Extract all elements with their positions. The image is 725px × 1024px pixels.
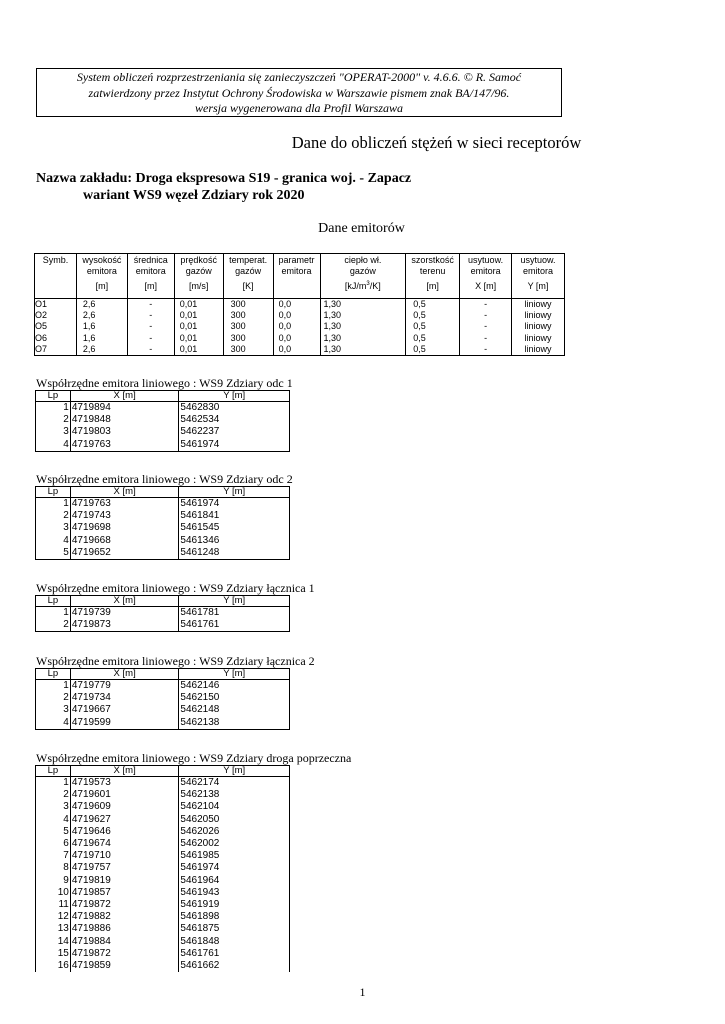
emitters-cell: 1,6 (76, 321, 127, 332)
emitters-cell: O2 (35, 310, 77, 321)
coordinate-row (36, 547, 290, 560)
coordinate-cell: 5461964 (179, 875, 290, 887)
emitters-unit-cell: [m] (76, 281, 127, 299)
emitters-col-header-line: emitora (281, 266, 312, 276)
coordinate-row (36, 960, 290, 972)
coordinate-cell: 2 (36, 510, 71, 522)
emitters-col-header (320, 254, 406, 282)
emitters-cell: 1,30 (320, 321, 406, 332)
coordinate-cell: 5462150 (179, 692, 290, 704)
coordinate-col-header: Lp (36, 766, 71, 777)
coordinate-header-row (36, 487, 290, 498)
emitters-cell: O7 (35, 344, 77, 356)
emitters-unit-cell: $[kJ/m^3/K]$ (320, 281, 406, 299)
coordinate-header-row (36, 766, 290, 777)
coordinate-cell: 5461974 (179, 862, 290, 874)
emitters-unit-cell: [m] (406, 281, 460, 299)
coordinate-cell: 4719779 (70, 680, 179, 693)
emitters-unit-cell: [m] (127, 281, 174, 299)
coordinate-header-row (36, 669, 290, 680)
coordinate-row (36, 535, 290, 547)
coordinate-cell: 2 (36, 414, 71, 426)
emitters-cell: 0,0 (273, 310, 320, 321)
coordinate-cell: 2 (36, 619, 71, 632)
coordinate-cell: 4719646 (70, 826, 179, 838)
coordinate-row (36, 704, 290, 716)
emitters-unit-cell: [m/s] (174, 281, 223, 299)
emitters-cell: 0,0 (273, 333, 320, 344)
coordinate-block (36, 376, 293, 452)
emitters-cell: 0,0 (273, 321, 320, 332)
emitters-cell: O6 (35, 333, 77, 344)
coordinate-cell: 10 (36, 887, 71, 899)
coordinate-col-header: Lp (36, 669, 71, 680)
emitters-cell: 0,01 (174, 344, 223, 356)
emitters-cell: 0,01 (174, 310, 223, 321)
emitters-col-header-line: wysokość (82, 255, 122, 265)
coordinate-col-header: X [m] (70, 391, 179, 402)
coordinate-table-title: Współrzędne emitora liniowego : WS9 Zdziary odc 2 (36, 472, 293, 486)
coordinate-cell: 5461346 (179, 535, 290, 547)
emitters-col-header (35, 254, 77, 282)
emitters-cell: O5 (35, 321, 77, 332)
coordinate-cell: 5462830 (179, 402, 290, 415)
emitters-cell: 300 (223, 321, 273, 332)
emitters-row (35, 344, 565, 356)
coordinate-cell: 1 (36, 607, 71, 620)
emitters-cell: liniowy (512, 321, 565, 332)
coordinate-col-header: Y [m] (179, 669, 290, 680)
emitters-unit-cell: Y [m] (512, 281, 565, 299)
coordinate-row (36, 607, 290, 620)
coordinate-row (36, 717, 290, 730)
coordinate-col-header: Lp (36, 487, 71, 498)
coordinate-cell: 4719872 (70, 948, 179, 960)
emitters-cell: 2,6 (76, 299, 127, 311)
coordinate-cell: 5461875 (179, 923, 290, 935)
coordinate-table (35, 390, 290, 452)
coordinate-row (36, 680, 290, 693)
coordinate-block (36, 751, 351, 972)
coordinate-cell: 13 (36, 923, 71, 935)
coordinate-block (36, 472, 293, 560)
emitters-cell: 1,30 (320, 344, 406, 356)
coordinate-cell: 5461848 (179, 936, 290, 948)
emitters-cell: O1 (35, 299, 77, 311)
coordinate-col-header: Y [m] (179, 766, 290, 777)
coordinate-cell: 5462138 (179, 717, 290, 730)
emitters-col-header-line: terenu (419, 266, 446, 276)
coordinate-col-header: X [m] (70, 596, 179, 607)
emitters-cell: - (127, 333, 174, 344)
coordinate-row (36, 789, 290, 801)
coordinate-row (36, 426, 290, 438)
coordinate-col-header: X [m] (70, 669, 179, 680)
coordinate-row (36, 826, 290, 838)
emitters-cell: 1,6 (76, 333, 127, 344)
coordinate-cell: 4719894 (70, 402, 179, 415)
unit-superscript: 3 (366, 281, 370, 287)
coordinate-cell: 4719859 (70, 960, 179, 972)
emitters-col-header (406, 254, 460, 282)
emitters-units-row (35, 281, 565, 299)
coordinate-cell: 3 (36, 704, 71, 716)
coordinate-row (36, 619, 290, 632)
coordinate-table-title: Współrzędne emitora liniowego : WS9 Zdziary odc 1 (36, 376, 293, 390)
page-number-wrap (0, 985, 725, 1000)
coordinate-cell: 1 (36, 498, 71, 511)
emitters-col-header-line: gazów (185, 266, 212, 276)
emitters-cell: liniowy (512, 344, 565, 356)
coordinate-cell: 6 (36, 838, 71, 850)
emitters-unit-cell (35, 281, 77, 299)
emitters-row (35, 333, 565, 344)
coordinate-cell: 5462104 (179, 801, 290, 813)
coordinate-cell: 4719884 (70, 936, 179, 948)
emitters-cell: liniowy (512, 310, 565, 321)
coordinate-cell: 5462026 (179, 826, 290, 838)
emitters-cell: liniowy (512, 299, 565, 311)
coordinate-cell: 2 (36, 789, 71, 801)
coordinate-cell: 5 (36, 547, 71, 560)
coordinate-col-header: Y [m] (179, 596, 290, 607)
emitters-cell: 2,6 (76, 310, 127, 321)
coordinate-cell: 4719857 (70, 887, 179, 899)
coordinate-cell: 4719667 (70, 704, 179, 716)
coordinate-cell: 5461974 (179, 439, 290, 452)
page-number: 1 (359, 985, 366, 999)
emitters-cell: - (127, 321, 174, 332)
coordinate-cell: 5461898 (179, 911, 290, 923)
emitters-cell: 1,30 (320, 310, 406, 321)
coordinate-col-header: Lp (36, 596, 71, 607)
coordinate-cell: 4719757 (70, 862, 179, 874)
emitters-col-header-line: Symb. (42, 255, 69, 265)
coordinate-block (36, 581, 315, 632)
emitters-col-header-line: emitora (135, 266, 166, 276)
emitters-col-header-line: usytuow. (468, 255, 504, 265)
header-line-3: wersja wygenerowana dla Profil Warszawa (194, 101, 403, 115)
emitters-col-header (76, 254, 127, 282)
coordinate-cell: 12 (36, 911, 71, 923)
coordinate-header-row (36, 596, 290, 607)
emitters-col-header (273, 254, 320, 282)
coordinate-cell: 5462146 (179, 680, 290, 693)
coordinate-block (36, 654, 315, 730)
coordinate-cell: 3 (36, 426, 71, 438)
coordinate-row (36, 777, 290, 790)
emitters-col-header-line: gazów (349, 266, 376, 276)
emitters-col-header-line: emitora (523, 266, 554, 276)
coordinate-table (35, 595, 290, 632)
coordinate-cell: 5461943 (179, 887, 290, 899)
coordinate-cell: 4 (36, 535, 71, 547)
emitters-col-header-line: parametr (278, 255, 315, 265)
emitters-row (35, 310, 565, 321)
coordinate-cell: 14 (36, 936, 71, 948)
emitters-cell: 0,0 (273, 344, 320, 356)
emitters-cell: 1,30 (320, 333, 406, 344)
coordinate-table (35, 668, 290, 730)
emitters-unit-cell (273, 281, 320, 299)
emitters-col-header (223, 254, 273, 282)
emitters-title: Dane emitorów (318, 221, 405, 236)
coordinate-row (36, 899, 290, 911)
coordinate-cell: 4 (36, 814, 71, 826)
emitters-cell: - (127, 299, 174, 311)
emitters-cell: 0,5 (406, 321, 460, 332)
coordinate-cell: 15 (36, 948, 71, 960)
software-header-box (36, 68, 562, 117)
coordinate-cell: 4719609 (70, 801, 179, 813)
coordinate-cell: 5462534 (179, 414, 290, 426)
emitters-cell: 0,5 (406, 344, 460, 356)
emitters-col-header-line: średnica (133, 255, 168, 265)
coordinate-table (35, 486, 290, 560)
emitters-cell: 0,5 (406, 333, 460, 344)
emitters-cell: 2,6 (76, 344, 127, 356)
coordinate-header-row (36, 391, 290, 402)
coordinate-table-title: Współrzędne emitora liniowego : WS9 Zdziary łącznica 1 (36, 581, 315, 595)
coordinate-cell: 5461781 (179, 607, 290, 620)
coordinate-row (36, 838, 290, 850)
document-title-wrap (0, 133, 725, 153)
facility-line-1: Nazwa zakładu: Droga ekspresowa S19 - granica woj. - Zapacz (36, 171, 412, 186)
coordinate-cell: 11 (36, 899, 71, 911)
coordinate-cell: 5461841 (179, 510, 290, 522)
emitters-col-header-line: ciepło wł. (344, 255, 382, 265)
coordinate-cell: 5461985 (179, 850, 290, 862)
emitters-title-wrap (0, 221, 725, 237)
coordinate-cell: 4719668 (70, 535, 179, 547)
coordinate-cell: 4719710 (70, 850, 179, 862)
coordinate-cell: 4719739 (70, 607, 179, 620)
coordinate-table-title: Współrzędne emitora liniowego : WS9 Zdziary łącznica 2 (36, 654, 315, 668)
emitters-cell: - (460, 321, 512, 332)
coordinate-cell: 2 (36, 692, 71, 704)
emitters-cell: - (460, 299, 512, 311)
facility-line-2: wariant WS9 węzeł Zdziary rok 2020 (83, 188, 305, 203)
coordinate-cell: 4719698 (70, 522, 179, 534)
coordinate-cell: 4719734 (70, 692, 179, 704)
header-line-2: zatwierdzony przez Instytut Ochrony Środowiska w Warszawie pismem znak BA/147/96. (88, 85, 510, 100)
coordinate-row (36, 911, 290, 923)
coordinate-row (36, 862, 290, 874)
coordinate-cell: 5461761 (179, 948, 290, 960)
emitters-cell: 0,5 (406, 310, 460, 321)
coordinate-row (36, 936, 290, 948)
coordinate-row (36, 522, 290, 534)
facility-name (36, 170, 411, 204)
coordinate-row (36, 850, 290, 862)
coordinate-cell: 3 (36, 801, 71, 813)
emitters-cell: - (460, 333, 512, 344)
emitters-col-header-line: prędkość (180, 255, 217, 265)
coordinate-cell: 1 (36, 680, 71, 693)
emitters-cell: 300 (223, 310, 273, 321)
coordinate-cell: 7 (36, 850, 71, 862)
coordinate-row (36, 692, 290, 704)
emitters-cell: - (460, 310, 512, 321)
emitters-col-header (460, 254, 512, 282)
coordinate-cell: 4719599 (70, 717, 179, 730)
coordinate-row (36, 439, 290, 452)
coordinate-cell: 4719803 (70, 426, 179, 438)
emitters-row (35, 299, 565, 311)
coordinate-cell: 5462237 (179, 426, 290, 438)
coordinate-cell: 4719886 (70, 923, 179, 935)
coordinate-row (36, 402, 290, 415)
emitters-unit-cell: X [m] (460, 281, 512, 299)
coordinate-cell: 5462148 (179, 704, 290, 716)
coordinate-row (36, 814, 290, 826)
emitters-cell: 300 (223, 344, 273, 356)
coordinate-cell: 4719763 (70, 498, 179, 511)
emitters-cell: 0,01 (174, 333, 223, 344)
coordinate-cell: 5462174 (179, 777, 290, 790)
coordinate-row (36, 923, 290, 935)
coordinate-cell: 4719627 (70, 814, 179, 826)
coordinate-cell: 5461761 (179, 619, 290, 632)
coordinate-cell: 5461662 (179, 960, 290, 972)
coordinate-cell: 5461248 (179, 547, 290, 560)
emitters-col-header (127, 254, 174, 282)
coordinate-cell: 4719873 (70, 619, 179, 632)
coordinate-col-header: Y [m] (179, 391, 290, 402)
coordinate-cell: 4719573 (70, 777, 179, 790)
coordinate-row (36, 801, 290, 813)
coordinate-cell: 4719819 (70, 875, 179, 887)
coordinate-table (35, 765, 290, 972)
coordinate-cell: 4 (36, 717, 71, 730)
emitters-col-header (512, 254, 565, 282)
emitters-header-row (35, 254, 565, 282)
emitters-cell: 1,30 (320, 299, 406, 311)
coordinate-row (36, 948, 290, 960)
emitters-cell: - (127, 310, 174, 321)
coordinate-cell: 4719763 (70, 439, 179, 452)
emitters-col-header-line: emitora (86, 266, 117, 276)
coordinate-row (36, 510, 290, 522)
emitters-col-header-line: temperat. (229, 255, 268, 265)
coordinate-cell: 3 (36, 522, 71, 534)
emitters-col-header-line: szorstkość (411, 255, 454, 265)
emitters-cell: - (460, 344, 512, 356)
emitters-cell: 300 (223, 333, 273, 344)
coordinate-cell: 4719674 (70, 838, 179, 850)
coordinate-cell: 4719652 (70, 547, 179, 560)
coordinate-col-header: X [m] (70, 487, 179, 498)
coordinate-cell: 4719743 (70, 510, 179, 522)
emitters-cell: - (127, 344, 174, 356)
header-line-1: System obliczeń rozprzestrzeniania się zanieczyszczeń "OPERAT-2000" v. 4.6.6. © R. Samoć (76, 70, 522, 84)
emitters-col-header (174, 254, 223, 282)
emitters-table (34, 253, 565, 356)
coordinate-cell: 5462138 (179, 789, 290, 801)
coordinate-col-header: Y [m] (179, 487, 290, 498)
coordinate-row (36, 887, 290, 899)
coordinate-cell: 8 (36, 862, 71, 874)
coordinate-col-header: Lp (36, 391, 71, 402)
coordinate-cell: 4719848 (70, 414, 179, 426)
emitters-col-header-line: gazów (235, 266, 262, 276)
coordinate-row (36, 498, 290, 511)
coordinate-cell: 5462002 (179, 838, 290, 850)
emitters-cell: 300 (223, 299, 273, 311)
coordinate-table-title: Współrzędne emitora liniowego : WS9 Zdziary droga poprzeczna (36, 751, 352, 765)
coordinate-cell: 5461545 (179, 522, 290, 534)
coordinate-cell: 9 (36, 875, 71, 887)
emitters-cell: 0,01 (174, 299, 223, 311)
coordinate-cell: 4719601 (70, 789, 179, 801)
coordinate-cell: 5462050 (179, 814, 290, 826)
emitters-row (35, 321, 565, 332)
coordinate-cell: 1 (36, 402, 71, 415)
emitters-cell: liniowy (512, 333, 565, 344)
document-title: Dane do obliczeń stężeń w sieci receptorów (291, 133, 582, 152)
coordinate-row (36, 875, 290, 887)
coordinate-row (36, 414, 290, 426)
emitters-col-header-line: emitora (470, 266, 501, 276)
coordinate-cell: 5461974 (179, 498, 290, 511)
emitters-cell: 0,0 (273, 299, 320, 311)
emitters-unit-cell: [K] (223, 281, 273, 299)
coordinate-cell: 16 (36, 960, 71, 972)
coordinate-cell: 5 (36, 826, 71, 838)
coordinate-cell: 4719872 (70, 899, 179, 911)
coordinate-col-header: X [m] (70, 766, 179, 777)
coordinate-cell: 4719882 (70, 911, 179, 923)
coordinate-cell: 4 (36, 439, 71, 452)
emitters-cell: 0,5 (406, 299, 460, 311)
emitters-cell: 0,01 (174, 321, 223, 332)
coordinate-cell: 5461919 (179, 899, 290, 911)
coordinate-cell: 1 (36, 777, 71, 790)
emitters-col-header-line: usytuow. (520, 255, 556, 265)
